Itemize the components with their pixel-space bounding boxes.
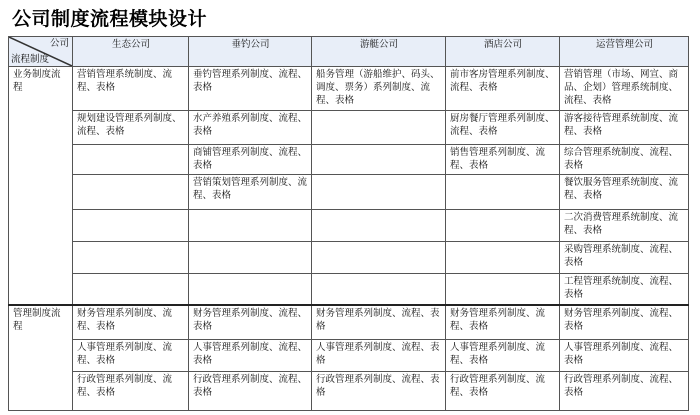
table-cell: 财务管理系列制度、流程、表格 xyxy=(189,305,312,339)
corner-label-process: 流程制度 xyxy=(11,54,50,65)
table-cell: 行政管理系列制度、流程、表格 xyxy=(560,372,689,411)
table-row xyxy=(9,241,689,273)
table-cell xyxy=(189,273,312,305)
table-cell xyxy=(312,110,446,144)
table-cell: 综合管理系统制度、流程、表格 xyxy=(560,145,689,175)
table-cell: 销售管理系列制度、流程、表格 xyxy=(446,145,560,175)
row-group-label: 管理制度流程 xyxy=(9,305,73,410)
table-cell: 水产养殖系列制度、流程、表格 xyxy=(189,110,312,144)
table-cell: 行政管理系列制度、流程、表格 xyxy=(446,372,560,411)
table-row xyxy=(9,67,689,111)
page-title: 公司制度流程模块设计 xyxy=(12,8,208,30)
table-row xyxy=(9,305,689,339)
table-cell xyxy=(73,145,189,175)
table-cell: 财务管理系列制度、流程、表格 xyxy=(446,305,560,339)
table-cell: 财务管理系列制度、流程、表格 xyxy=(312,305,446,339)
table-row xyxy=(9,273,689,305)
table-cell: 厨房餐厅管理系列制度、流程、表格 xyxy=(446,110,560,144)
table-cell xyxy=(73,175,189,209)
table-cell: 前市客房管理系列制度、流程、表格 xyxy=(446,67,560,111)
corner-label-company: 公司 xyxy=(49,38,69,49)
table-cell: 财务管理系列制度、流程、表格 xyxy=(560,305,689,339)
table-cell: 人事管理系列制度、流程、表格 xyxy=(560,340,689,372)
table-cell: 行政管理系列制度、流程、表格 xyxy=(312,372,446,411)
table-cell xyxy=(73,273,189,305)
table-cell xyxy=(189,209,312,241)
table-cell xyxy=(189,241,312,273)
table-cell: 二次消费管理系统制度、流程、表格 xyxy=(560,209,689,241)
table-cell: 工程管理系统制度、流程、表格 xyxy=(560,273,689,305)
table-cell xyxy=(312,175,446,209)
column-header-yacht: 游艇公司 xyxy=(312,37,446,67)
table-row xyxy=(9,175,689,209)
table-cell: 人事管理系列制度、流程、表格 xyxy=(189,340,312,372)
table-cell xyxy=(446,209,560,241)
table-cell: 商铺管理系列制度、流程、表格 xyxy=(189,145,312,175)
table-cell: 采购管理系统制度、流程、表格 xyxy=(560,241,689,273)
table-cell xyxy=(446,175,560,209)
table-row xyxy=(9,110,689,144)
table-cell: 垂钓管理系列制度、流程、表格 xyxy=(189,67,312,111)
corner-header-cell xyxy=(9,37,73,67)
header-row xyxy=(9,37,689,67)
table-row xyxy=(9,372,689,411)
module-design-table xyxy=(8,36,689,411)
table-cell: 营销策划管理系列制度、流程、表格 xyxy=(189,175,312,209)
table-cell: 人事管理系列制度、流程、表格 xyxy=(73,340,189,372)
table-cell: 人事管理系列制度、流程、表格 xyxy=(312,340,446,372)
table-cell: 餐饮服务管理系统制度、流程、表格 xyxy=(560,175,689,209)
table-cell xyxy=(446,273,560,305)
table-cell: 营销管理（市场、网宣、商品、企划）管理系统制度、流程、表格 xyxy=(560,67,689,111)
table-cell xyxy=(312,209,446,241)
table-cell xyxy=(312,145,446,175)
table-cell: 财务管理系列制度、流程、表格 xyxy=(73,305,189,339)
column-header-operations: 运营管理公司 xyxy=(560,37,689,67)
table-cell xyxy=(446,241,560,273)
table-row xyxy=(9,209,689,241)
column-header-fishing: 垂钓公司 xyxy=(189,37,312,67)
table-row xyxy=(9,145,689,175)
table-cell xyxy=(73,209,189,241)
table-cell xyxy=(73,241,189,273)
table-cell: 规划建设管理系列制度、流程、表格 xyxy=(73,110,189,144)
column-header-ecology: 生态公司 xyxy=(73,37,189,67)
table-cell xyxy=(312,273,446,305)
table-cell: 营销管理系统制度、流程、表格 xyxy=(73,67,189,111)
table-cell: 行政管理系列制度、流程、表格 xyxy=(73,372,189,411)
table-cell: 行政管理系列制度、流程、表格 xyxy=(189,372,312,411)
column-header-hotel: 酒店公司 xyxy=(446,37,560,67)
table-row xyxy=(9,340,689,372)
row-group-label: 业务制度流程 xyxy=(9,67,73,306)
table-cell: 船务管理（游船维护、码头、调度、票务）系列制度、流程、表格 xyxy=(312,67,446,111)
table-cell: 人事管理系列制度、流程、表格 xyxy=(446,340,560,372)
table-cell xyxy=(312,241,446,273)
table-cell: 游客接待管理系统制度、流程、表格 xyxy=(560,110,689,144)
